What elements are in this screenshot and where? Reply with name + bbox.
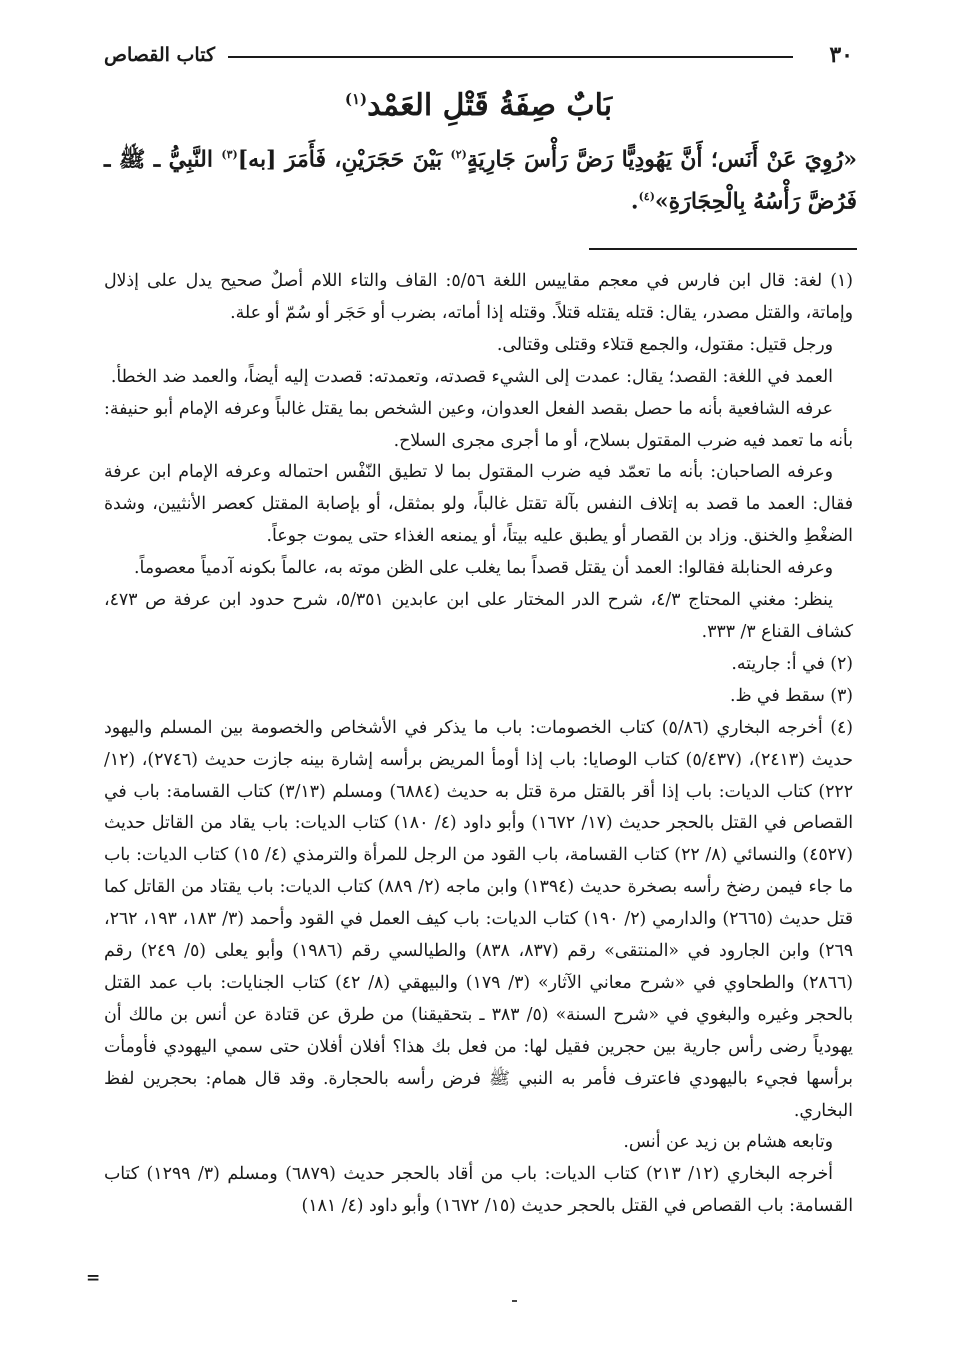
footnote-ref-1[interactable]: (١): [344, 90, 368, 108]
chapter-title-text: بَابٌ صِفَةُ قَتْلِ العَمْد: [367, 88, 613, 123]
footnote-4-para: وتابعه هشام بن زيد عن أنس.: [623, 1132, 833, 1153]
footnote-1-para: وعرفه الحنابلة فقالوا: العمد أن يقتل قصداً بما يغلب على الظن موته به، عالماً بكونه آدمياً معصوماً.: [134, 558, 833, 579]
header-rule: [228, 56, 793, 58]
footnote-ref-3[interactable]: (٣): [221, 148, 238, 161]
hadith-part-3: النَّبِيُّ ـ ﷺ ـ فَرُضَّ رَأْسُهُ بِالْحِجَارَةِ»: [104, 146, 857, 215]
footnote-1-para: العمد في اللغة: القصد؛ يقال: عمدت إلى الشيء قصدته، وتعمدته: قصدت إليه أيضاً، والعمد ضد الخطأ.: [110, 366, 833, 387]
page-header: [104, 40, 853, 70]
footnote-3: (٣) سقط في ظ.: [729, 685, 853, 706]
footnote-1-para: ورجل قتيل: مقتول، والجمع قتلاء وقتلى وقتالى.: [496, 334, 833, 355]
footnote-1: (١) لغة: قال ابن فارس في معجم مقاييس اللغة ٥/٥٦: القاف والتاء اللام أصلٌ صحيح يدل على إذلال وإماتة، والقتل مصدر، يقال: قتله يقتله قتلاً. وقتله إذا أماته، بضرب أو حَجَر أو سُمّ أو علة.: [104, 271, 853, 323]
chapter-title: [0, 76, 957, 129]
hadith-part-1: «رُوِيَ عَنْ أَنَس؛ أَنَّ يَهُودِيًّا رَضَّ رَأْسَ جَارِيَةٍ: [466, 146, 857, 173]
footnotes: [104, 266, 853, 1223]
footnote-1-sources: ينظر: مغني المحتاج ٤/٣، شرح الدر المختار على ابن عابدين ٥/٣٥١، شرح حدود ابن عرفة ص ٤٧٣، كشاف القناع ٣/ ٣٣٣.: [104, 590, 853, 642]
hadith-end: .: [630, 188, 639, 215]
footnote-4-para: أخرجه البخاري (١٢/ ٢١٣) كتاب الديات: باب من أقاد بالحجر حديث (٦٨٧٩) ومسلم (٣/ ١٢٩٩) كتاب القسامة: باب القصاص في القتل بالحجر حديث (١٥/ ١٦٧٢) وأبو داود (٤/ ١٨١): [104, 1164, 853, 1217]
book-title: كتاب القصاص: [104, 44, 215, 66]
footnote-ref-2[interactable]: (٢): [450, 148, 467, 161]
footnote-separator: [589, 248, 857, 250]
page-number: ٣٠: [829, 42, 853, 68]
footnote-ref-4[interactable]: (٤): [638, 190, 655, 204]
footnote-1-para: عرفه الشافعية بأنه ما حصل بقصد الفعل العدوان، وعين الشخص بما يقتل غالباً وعرفه الإمام أبو حنيفة: بأنه ما تعمد فيه ضرب المقتول بسلاح، أو ما أجرى مجرى السلاح.: [104, 398, 853, 451]
continuation-mark: =: [86, 1268, 101, 1288]
page-speck: [512, 1300, 517, 1302]
hadith-text: [104, 136, 857, 221]
footnote-4: (٤) أخرجه البخاري (٥/٨٦) كتاب الخصومات: باب ما يذكر في الأشخاص والخصومة بين المسلم واليهود حديث (٢٤١٣)، (٥/٤٣٧) كتاب الوصايا: باب إذا أومأ المريض برأسه إشارة بينه جازت حديث (٢٧٤٦)، (١٢/ ٢٢٢) كتاب الديات: باب إذا أقر بالقتل مرة قتل به حديث (٦٨٨٤) ومسلم (٣/١٣) كتاب القسامة: باب في القصاص في القتل بالحجر حديث (١٧/ ١٦٧٢) وأبو داود (٤/ ١٨٠) كتاب الديات: باب يقاد من القاتل حديث (٤٥٢٧) والنسائي (٨/ ٢٢) كتاب القسامة، باب القود من الرجل للمرأة والترمذي (٤/ ١٥) كتاب الديات: باب ما جاء فيمن رضخ رأسه بصخرة حديث (١٣٩٤) وابن ماجه (٢/ ٨٨٩) كتاب الديات: باب يقتاد من القاتل كما قتل حديث (٢٦٦٥) والدارمي (٢/ ١٩٠) كتاب الديات: باب كيف العمل في القود وأحمد (٣/ ١٨٣، ١٩٣، ٢٦٢، ٢٦٩) وابن الجارود في «المنتقى» رقم (٨٣٧، ٨٣٨) والطيالسي رقم (١٩٨٦) وأبو يعلى (٥/ ٢٤٩) رقم (٢٨٦٦) والطحاوي في «شرح معاني الآثار» (٣/ ١٧٩) والبيهقي (٨/ ٤٢) كتاب الجنايات: باب عمد القتل بالحجر وغيره والبغوي في «شرح السنة» (٥/ ٣٨٣ ـ بتحقيقنا) من طرق عن قتادة عن أنس بن مالك أن يهودياً رضى رأس جارية بين حجرين فقيل لها: من فعل بك هذا؟ أفلان أفلان حتى سمي اليهودي فأومأت برأسها فجيء باليهودي فاعترف فأمر به النبي ﷺ فرض رأسه بالحجارة. وقد قال همام: بحجرين لفظ البخاري.: [104, 717, 854, 1121]
footnote-2: (٢) في أ: جاريته.: [731, 653, 853, 674]
hadith-part-2: بَيْنَ حَجَرَيْنِ، فَأَمَرَ [به]: [237, 146, 451, 173]
footnote-1-para: وعرفه الصاحبان: بأنه ما تعمّد فيه ضرب المقتول بما لا تطيق النّفْس احتماله وعرفه الإمام ابن عرفة فقال: العمد ما قصد به إتلاف النفس بآلة تقتل غالباً، ولو بمثقل، أو بإصابة المقتل كعصر الأنثيين، وشدة الضغْطِ والخنق. وزاد بن القصار أو يطبق عليه بيتاً، أو يمنعه الغذاء حتى يموت جوعاً.: [104, 462, 853, 547]
